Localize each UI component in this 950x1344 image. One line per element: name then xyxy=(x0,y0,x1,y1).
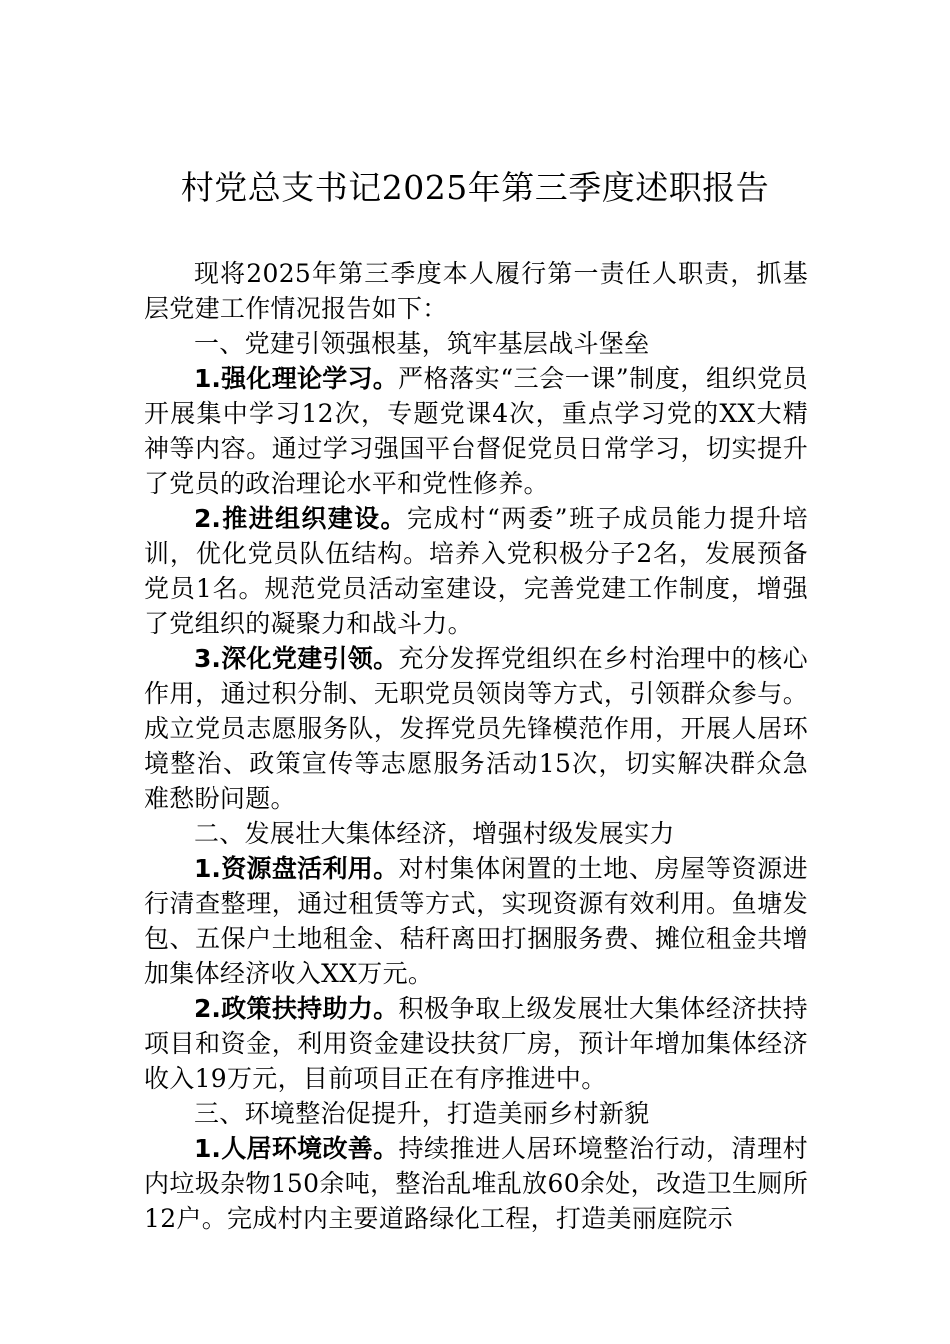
section-2-item-1 xyxy=(144,851,808,991)
section-2-item-2 xyxy=(144,991,808,1096)
section-heading-2: 二、发展壮大集体经济，增强村级发展实力 xyxy=(194,819,675,848)
document-title: 村党总支书记2025年第三季度述职报告 xyxy=(180,168,770,207)
section-heading-1: 一、党建引领强根基，筑牢基层战斗堡垒 xyxy=(194,329,650,358)
item-text: 完成村“两委”班子成员能力提升培训，优化党员队伍结构。培养入党积极分子2名，发展预备党员1名。规范党员活动室建设，完善党建工作制度，增强了党组织的凝聚力和战斗力。 xyxy=(144,504,808,638)
item-lead-title: 1.强化理论学习。 xyxy=(194,364,399,393)
item-lead-title: 1.资源盘活利用。 xyxy=(194,854,399,883)
section-1-item-3 xyxy=(144,641,808,816)
item-lead-title: 2.推进组织建设。 xyxy=(194,504,407,533)
item-text: 积极争取上级发展壮大集体经济扶持项目和资金，利用资金建设扶贫厂房，预计年增加集体经济收入19万元，目前项目正在有序推进中。 xyxy=(144,994,808,1093)
item-lead-title: 3.深化党建引领。 xyxy=(194,644,399,673)
intro-paragraph: 现将2025年第三季度本人履行第一责任人职责，抓基层党建工作情况报告如下： xyxy=(144,259,808,323)
section-1-item-2 xyxy=(144,501,808,641)
document-body xyxy=(144,256,808,1236)
section-heading-3: 三、环境整治促提升，打造美丽乡村新貌 xyxy=(194,1099,650,1128)
item-lead-title: 1.人居环境改善。 xyxy=(194,1134,399,1163)
item-text: 充分发挥党组织在乡村治理中的核心作用，通过积分制、无职党员领岗等方式，引领群众参与。成立党员志愿服务队，发挥党员先锋模范作用，开展人居环境整治、政策宣传等志愿服务活动15次，切实解决群众急难愁盼问题。 xyxy=(144,644,808,813)
item-text: 对村集体闲置的土地、房屋等资源进行清查整理，通过租赁等方式，实现资源有效利用。鱼塘发包、五保户土地租金、秸秆离田打捆服务费、摊位租金共增加集体经济收入XX万元。 xyxy=(144,854,808,988)
item-text: 严格落实“三会一课”制度，组织党员开展集中学习12次，专题党课4次，重点学习党的XX大精神等内容。通过学习强国平台督促党员日常学习，切实提升了党员的政治理论水平和党性修养。 xyxy=(144,364,808,498)
section-1-item-1 xyxy=(144,361,808,501)
item-lead-title: 2.政策扶持助力。 xyxy=(194,994,399,1023)
item-text: 持续推进人居环境整治行动，清理村内垃圾杂物150余吨，整治乱堆乱放60余处，改造卫生厕所12户。完成村内主要道路绿化工程，打造美丽庭院示 xyxy=(144,1134,808,1233)
section-3-item-1 xyxy=(144,1131,808,1236)
